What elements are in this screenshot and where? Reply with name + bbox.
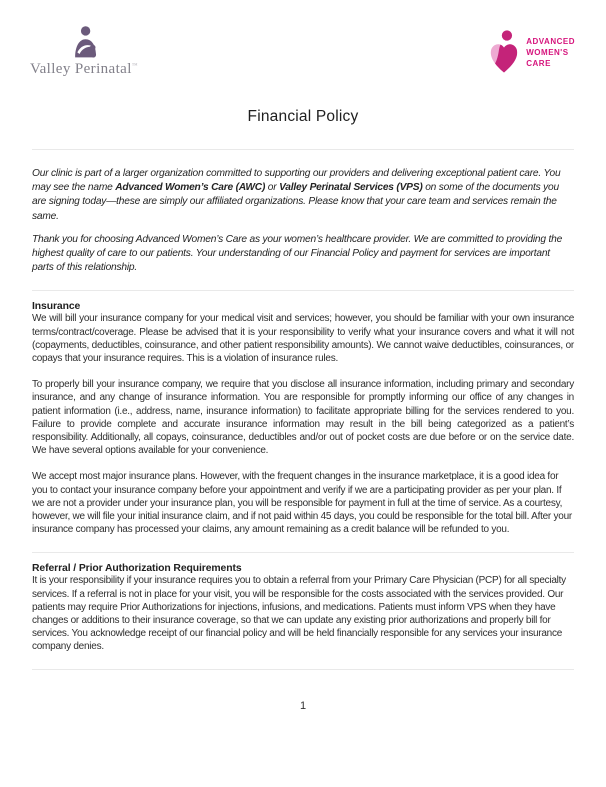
insurance-paragraph-2: To properly bill your insurance company, we require that you disclose all insurance information, including primary and secondary insurance, and any change of insurance information. You are responsible for promptly informing our office of any changes in patient information (i.e., address, name, insurance information) to facilitate appropriate billing for the services rendered to you. Failure to provide complete and accurate insurance information may result in the bill being categorized as a patient’s responsibility. Additionally, all copays, coinsurance, deductibles and/or out of pocket costs are due before or on the service date. We have several options available for your convenience. xyxy=(32,379,574,457)
vps-bold-name: Valley Perinatal Services (VPS) xyxy=(279,182,423,194)
divider xyxy=(32,149,574,150)
advanced-womens-care-wordmark xyxy=(526,36,575,69)
page-number: 1 xyxy=(299,699,307,712)
awc-word-advanced: ADVANCED xyxy=(526,36,575,46)
document-header xyxy=(32,26,574,78)
intro-paragraph-thanks: Thank you for choosing Advanced Women’s Care as your women’s healthcare provider. We are committed to providing the highest quality of care to our patients. Your understanding of our Financial Policy and payment for services are important parts of this relationship. xyxy=(32,233,563,274)
intro-text: or xyxy=(265,182,280,194)
mother-and-child-icon xyxy=(71,26,98,59)
divider xyxy=(32,669,574,670)
advanced-womens-care-logo xyxy=(489,30,575,74)
heart-person-icon xyxy=(489,30,519,74)
intro-text: on some of the documents you are signing today—these are simply our affiliated organizations. Please know that your care team and services remain the same. xyxy=(32,182,559,222)
valley-perinatal-logo xyxy=(30,26,138,78)
intro-text: Our clinic is part of a larger organization committed to supporting our providers and delivering exceptional patient care. You may see the name xyxy=(32,168,561,194)
insurance-section-heading: Insurance xyxy=(32,301,81,313)
page-title: Financial Policy xyxy=(247,108,359,125)
divider xyxy=(32,552,574,553)
awc-word-womens: WOMEN'S xyxy=(526,47,569,57)
insurance-paragraph-3: We accept most major insurance plans. However, with the frequent changes in the insurance marketplace, it is a good idea for you to contact your insurance company before your appointment and verify if we are a participating provider as per your plan. If we are not a provider under your insurance plan, you will be responsible for payment in full at the time of service. As a courtesy, however, we will file your initial insurance claim, and if not paid within 45 days, you could be responsible for the total bill. After your insurance company has processed your claims, any amount remaining as a credit balance will be refunded to you. xyxy=(32,471,572,536)
intro-paragraph-affiliation xyxy=(32,167,574,224)
referral-paragraph: It is your responsibility if your insurance requires you to obtain a referral from your Primary Care Physician (PCP) for all specialty services. If a referral is not in place for your visit, you will be responsible for the costs associated with the services provided. Our patients may require Prior Authorizations for injections, infusions, and medications. Patients must inform VPS when they have changes or additions to their insurance coverage, so that we can update any existing prior authorizations and properly bill for services. You acknowledge receipt of our financial policy and will be held financially responsible for any services your insurance company denies. xyxy=(32,575,566,653)
referral-section-heading: Referral / Prior Authorization Requirements xyxy=(32,563,242,575)
awc-bold-name: Advanced Women’s Care (AWC) xyxy=(115,182,266,194)
insurance-paragraph-1: We will bill your insurance company for your medical visit and services; however, you should be familiar with your own insurance terms/contract/coverage. Please be advised that it is your responsibility to verify what your insurance covers and what it will not (copayments, deductibles, coinsurance, and other patient responsibility amounts). We cannot waive deductibles, coinsurances, or copays that your insurance requires. This is a violation of insurance rules. xyxy=(32,313,574,365)
valley-perinatal-name: Valley Perinatal xyxy=(30,61,132,77)
awc-word-care: CARE xyxy=(526,58,551,68)
trademark-symbol: ™ xyxy=(131,63,139,69)
divider xyxy=(32,290,574,291)
valley-perinatal-wordmark xyxy=(30,61,138,78)
